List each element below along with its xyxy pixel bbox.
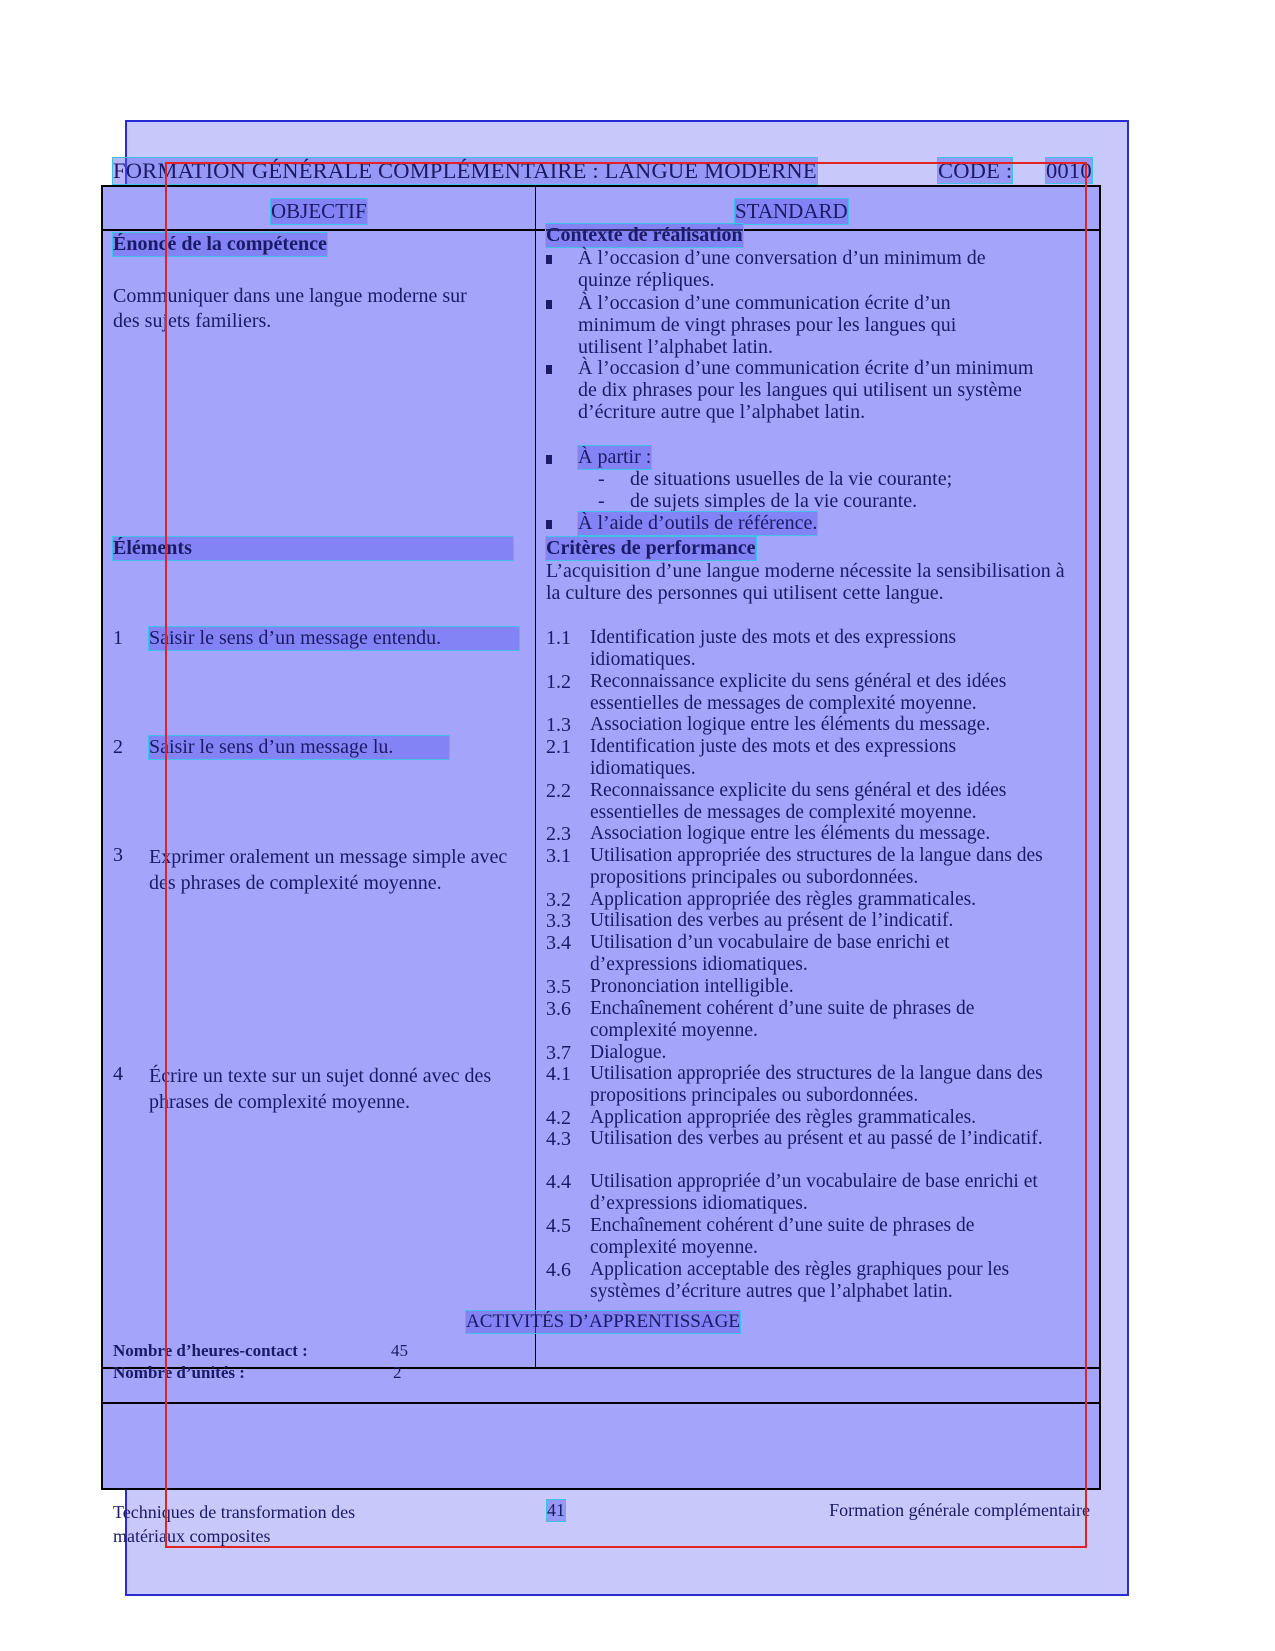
criterion-text: Association logique entre les éléments du message.	[590, 823, 991, 844]
criterion-text: Utilisation des verbes au présent et au passé de l’indicatif.	[590, 1128, 1043, 1149]
criterion-text: Dialogue.	[590, 1042, 667, 1063]
criterion-text: Application appropriée des règles grammaticales.	[590, 889, 977, 910]
column-divider	[535, 187, 536, 1369]
document-header	[113, 158, 1093, 186]
criterion-text: Identification juste des mots et des expressions idiomatiques.	[590, 627, 957, 670]
bullet-icon	[546, 365, 552, 374]
criterion-number: 2.3	[546, 823, 571, 845]
activities-header-divider	[103, 1402, 1099, 1404]
criterion-text: Utilisation appropriée des structures de la langue dans des propositions principales ou subordonnées.	[590, 1063, 1043, 1106]
dash-icon: -	[598, 490, 605, 512]
dash-icon: -	[598, 468, 605, 490]
criterion-text: Utilisation d’un vocabulaire de base enrichi et d’expressions idiomatiques.	[590, 932, 950, 975]
activities-top-divider	[103, 1367, 1099, 1369]
page-number: 41	[547, 1500, 565, 1520]
criterion-number: 4.4	[546, 1171, 571, 1193]
criteria-intro: L’acquisition d’une langue moderne nécessite la sensibilisation à la culture des personnes qui utilisent cette langue.	[546, 560, 1065, 604]
competence-text: Communiquer dans une langue moderne sur des sujets familiers.	[113, 285, 467, 332]
criterion-text: Application appropriée des règles grammaticales.	[590, 1107, 977, 1128]
element-text: Saisir le sens d’un message lu.	[149, 736, 449, 759]
units-value: 2	[393, 1363, 402, 1382]
criterion-text: Prononciation intelligible.	[590, 976, 794, 997]
criterion-text: Utilisation appropriée d’un vocabulaire de base enrichi et d’expressions idiomatiques.	[590, 1171, 1038, 1214]
criterion-number: 2.1	[546, 736, 571, 758]
context-heading: Contexte de réalisation	[546, 224, 743, 246]
criterion-number: 4.5	[546, 1215, 571, 1237]
criterion-number: 4.1	[546, 1063, 571, 1085]
footer-right: Formation générale complémentaire	[829, 1500, 1090, 1520]
code-label: CODE :	[938, 158, 1013, 183]
bullet-icon	[546, 255, 552, 264]
criterion-number: 4.6	[546, 1259, 571, 1281]
criterion-number: 3.6	[546, 998, 571, 1020]
criterion-text: Association logique entre les éléments du message.	[590, 714, 991, 735]
criterion-number: 3.5	[546, 976, 571, 998]
column-header-objectif: OBJECTIF	[271, 199, 367, 223]
bullet-icon	[546, 520, 552, 529]
criterion-text: Application acceptable des règles graphiques pour les systèmes d’écriture autres que l’alphabet latin.	[590, 1259, 1010, 1302]
page-title: FORMATION GÉNÉRALE COMPLÉMENTAIRE : LANGUE MODERNE	[113, 158, 817, 183]
footer-left: Techniques de transformation des matériaux composites	[113, 1502, 356, 1546]
criterion-text: Reconnaissance explicite du sens général et des idées essentielles de messages de complexité moyenne.	[590, 780, 1007, 823]
activities-heading: ACTIVITÉS D’APPRENTISSAGE	[466, 1311, 740, 1332]
criterion-number: 1.3	[546, 714, 571, 736]
criterion-number: 4.3	[546, 1128, 571, 1150]
criterion-number: 3.1	[546, 845, 571, 867]
units-label: Nombre d’unités :	[113, 1363, 245, 1382]
criterion-number: 1.2	[546, 671, 571, 693]
criterion-number: 3.7	[546, 1042, 571, 1064]
code-block	[938, 158, 1092, 184]
bullet-icon	[546, 300, 552, 309]
criterion-text: Identification juste des mots et des expressions idiomatiques.	[590, 736, 957, 779]
criterion-text: Enchaînement cohérent d’une suite de phrases de complexité moyenne.	[590, 998, 975, 1041]
criterion-number: 4.2	[546, 1107, 571, 1129]
hours-value: 45	[391, 1341, 408, 1360]
element-text: Exprimer oralement un message simple avec des phrases de complexité moyenne.	[149, 846, 508, 894]
criteria-heading: Critères de performance	[546, 537, 756, 559]
criterion-number: 2.2	[546, 780, 571, 802]
element-text: Écrire un texte sur un sujet donné avec des phrases de complexité moyenne.	[149, 1065, 492, 1113]
element-text: Saisir le sens d’un message entendu.	[149, 627, 519, 650]
column-header-standard: STANDARD	[735, 199, 848, 223]
criterion-text: Utilisation appropriée des structures de la langue dans des propositions principales ou subordonnées.	[590, 845, 1043, 888]
criterion-text: Reconnaissance explicite du sens général et des idées essentielles de messages de complexité moyenne.	[590, 671, 1007, 714]
criterion-text: Utilisation des verbes au présent de l’indicatif.	[590, 910, 954, 931]
criterion-number: 3.3	[546, 910, 571, 932]
criterion-text: Enchaînement cohérent d’une suite de phrases de complexité moyenne.	[590, 1215, 975, 1258]
criterion-number: 1.1	[546, 627, 571, 649]
criterion-number: 3.4	[546, 932, 571, 954]
competence-heading: Énoncé de la compétence	[113, 233, 327, 255]
hours-label: Nombre d’heures-contact :	[113, 1341, 308, 1360]
code-value: 0010	[1045, 158, 1092, 183]
criterion-number: 3.2	[546, 889, 571, 911]
bullet-icon	[546, 455, 552, 464]
competence-table: OBJECTIF STANDARD Énoncé de la compétence Communiquer dans une langue moderne sur des sujets familiers. Éléments 1 Saisir le sens d’un message entendu. 2 Saisir le sens d’un message lu. 3 Exprimer oralement un message simple avec des phrases de complexité moyenne. 4 Écrire un texte sur un sujet donné avec des phrases de complexité moyenne. Contexte de réalisation À l’occasion d’une conversation d’un minimum de quinze répliques. À l’occasion d’une communication écrite d’un minimum de vingt phrases pour les langues qui utilisent l’alphabet latin. À l’occasion d’une communication écrite d’un minimum de dix phrases pour les langues qui utilisent un système d’écriture autre que l’alphabet latin. À partir : - de situations usuelles de la vie courante; - de sujets simples de la vie courante. À l’aide d’outils de référence. Critères de performance L’acquisition d’une langue moderne nécessite la sensibilisation à la culture des personnes qui utilisent cette langue. 1.1 Identification juste des mots et des expressions idiomatiques. 1.2 Reconnaissance explicite du sens général et des idées essentielles de messages de complexité moyenne. 1.3 Association logique entre les éléments du message. 2.1 Identification juste des mots et des expressions idiomatiques. 2.2 Reconnaissance explicite du sens général et des idées essentielles de messages de complexité moyenne. 2.3 Association logique entre les éléments du message. 3.1 Utilisation appropriée des structures de la langue dans des propositions principales ou subordonnées. 3.2 Application appropriée des règles grammaticales. 3.3 Utilisation des verbes au présent de l’indicatif. 3.4 Utilisation d’un vocabulaire de base enrichi et d’expressions idiomatiques. 3.5 Prononciation intelligible. 3.6 Enchaînement cohérent d’une suite de phrases de complexité moyenne. 3.7 Dialogue. 4.1 Utilisation appropriée des structures de la langue dans des propositions principales ou subordonnées. 4.2 Application appropriée des règles grammaticales. 4.3 Utilisation des verbes au présent et au passé de l’indicatif. 4.4 Utilisation appropriée d’un vocabulaire de base enrichi et d’expressions idiomatiques. 4.5 Enchaînement cohérent d’une suite de phrases de complexité moyenne. 4.6 Application acceptable des règles graphiques pour les systèmes d’écriture autres que l’alphabet latin. ACTIVITÉS D’APPRENTISSAGE Nombre d’heures-contact : 45 Nombre d’unités : 2	[101, 185, 1101, 1490]
elements-heading: Éléments	[113, 537, 513, 560]
